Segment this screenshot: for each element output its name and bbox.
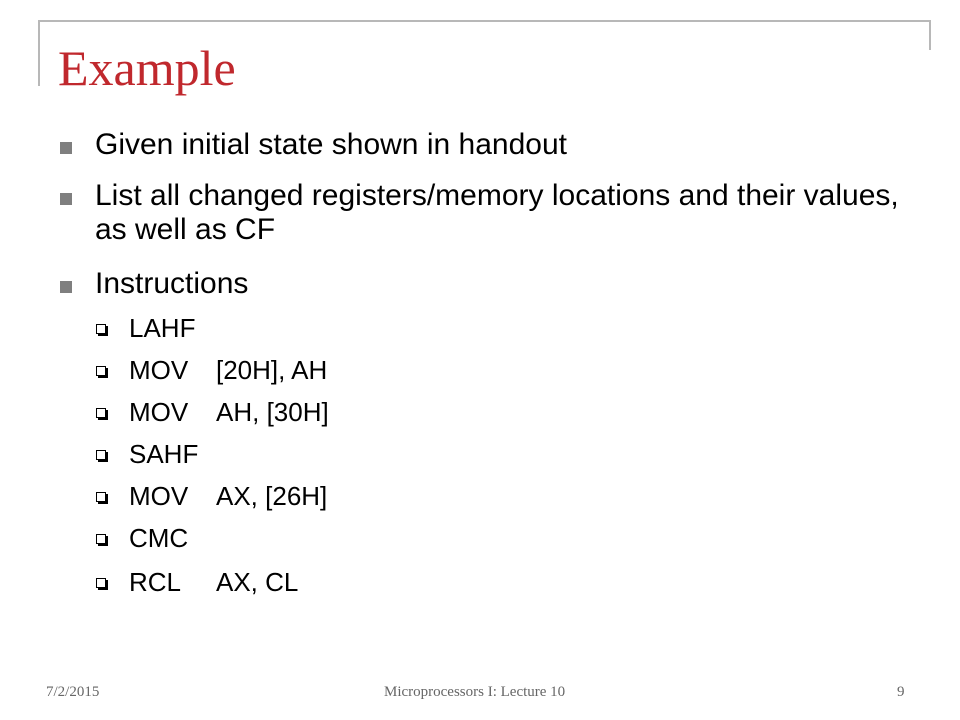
checkbox-bullet-icon (96, 450, 106, 460)
bullet-text: Given initial state shown in handout (95, 128, 567, 161)
instruction-opcode: SAHF (129, 439, 199, 469)
checkbox-bullet-icon (96, 534, 106, 544)
square-bullet-icon (60, 142, 72, 154)
square-bullet-icon (60, 193, 72, 205)
instruction-opcode: RCL (129, 567, 182, 597)
checkbox-bullet-icon (96, 408, 106, 418)
instruction-operands: AH, [30H] (216, 397, 329, 427)
checkbox-bullet-icon (96, 324, 106, 334)
bullet-text: List all changed registers/memory locations and their values, as well as CF (95, 179, 899, 246)
footer-date: 7/2/2015 (46, 684, 100, 700)
instruction-opcode: MOV (129, 481, 189, 511)
footer-page-number: 9 (897, 684, 905, 700)
checkbox-bullet-icon (96, 366, 106, 376)
instruction-opcode: MOV (129, 355, 189, 385)
checkbox-bullet-icon (96, 492, 106, 502)
footer-course: Microprocessors I: Lecture 10 (384, 684, 566, 700)
instruction-opcode: CMC (129, 523, 189, 553)
instruction-operands: AX, [26H] (216, 481, 328, 511)
instruction-operands: [20H], AH (216, 355, 328, 385)
checkbox-bullet-icon (96, 578, 106, 588)
bullet-text: Instructions (95, 267, 249, 300)
slide-title: Example (58, 40, 236, 96)
instruction-opcode: MOV (129, 397, 189, 427)
instruction-opcode: LAHF (129, 313, 196, 343)
square-bullet-icon (60, 281, 72, 293)
instruction-operands: AX, CL (216, 567, 299, 597)
